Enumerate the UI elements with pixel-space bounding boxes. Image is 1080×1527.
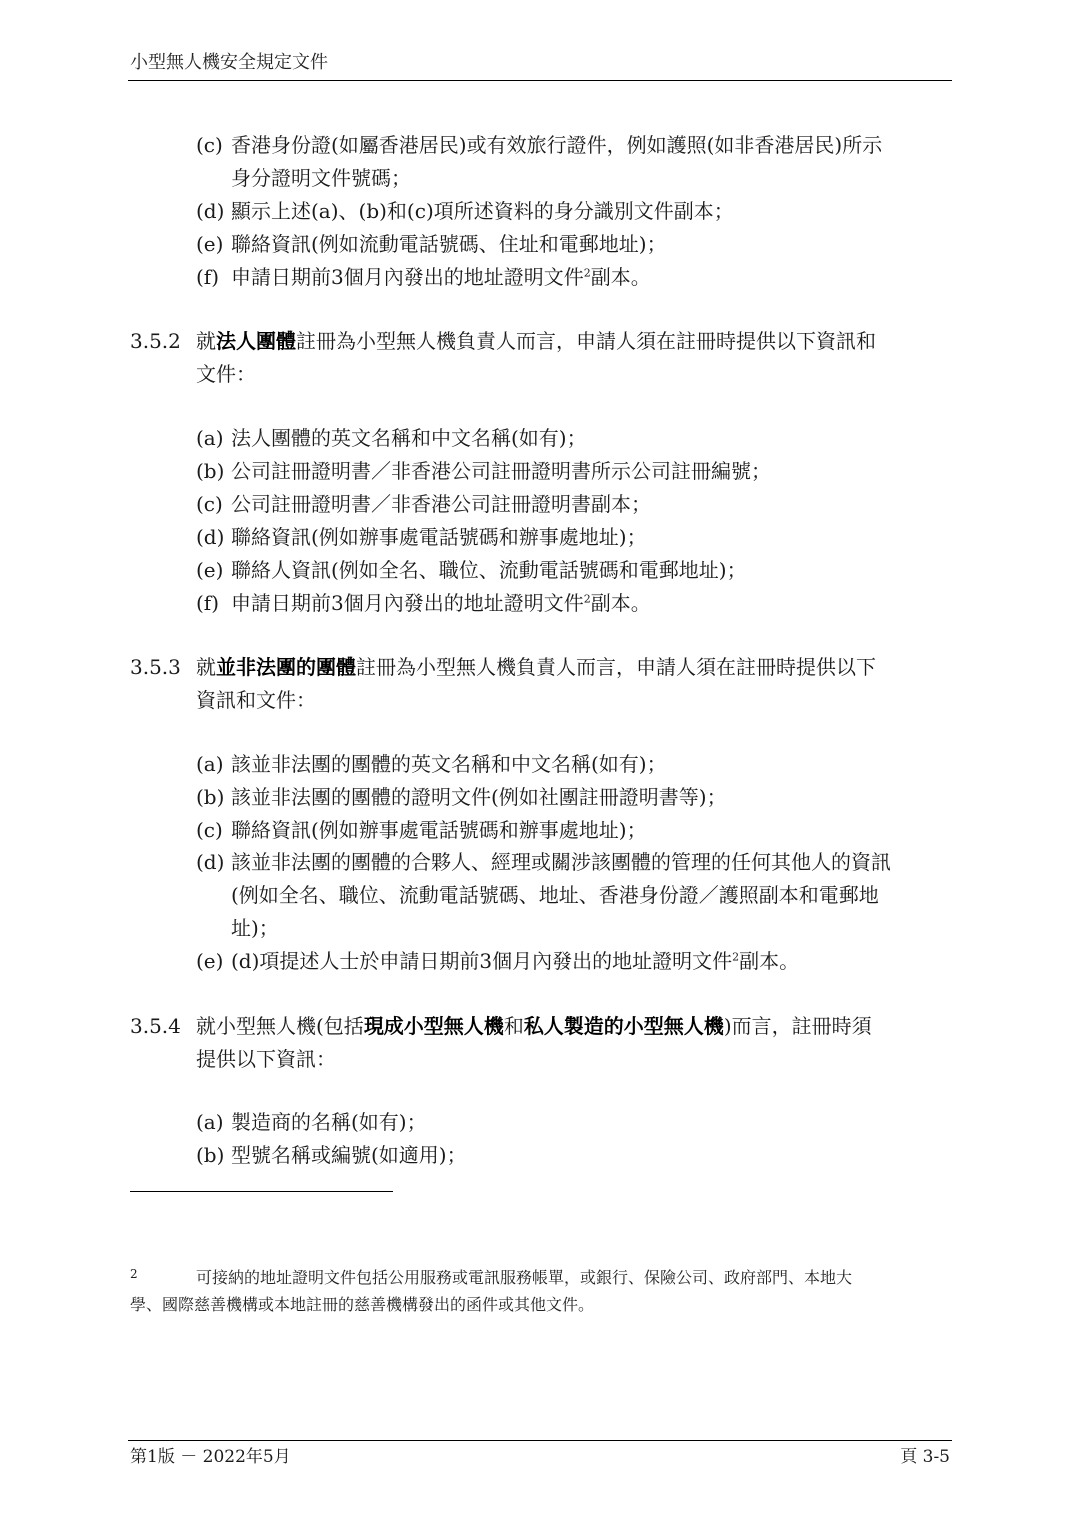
list-item-label: (b) xyxy=(196,785,225,809)
list-item-label: (c) xyxy=(196,818,223,842)
item-c-label: (c) xyxy=(196,133,223,157)
section-number-3-5-4: 3.5.4 xyxy=(130,1014,181,1038)
list-item-text: 申請日期前3個月內發出的地址證明文件$^2$副本。 xyxy=(231,591,651,615)
list-item-label: (d) xyxy=(196,850,225,874)
list-item-text: 該並非法團的團體的證明文件(例如社團註冊證明書等)； xyxy=(231,785,727,809)
section-3-5-2-intro-line2: 文件： xyxy=(196,362,256,386)
list-item-text: 型號名稱或編號(如適用)； xyxy=(231,1143,467,1167)
footnote-marker: 2 xyxy=(130,1267,138,1281)
section-number-3-5-2: 3.5.2 xyxy=(130,329,181,353)
list-item-text: 法人團體的英文名稱和中文名稱(如有)； xyxy=(231,426,587,450)
footer-rule xyxy=(128,1440,952,1441)
list-item-text: 聯絡資訊(例如辦事處電話號碼和辦事處地址)； xyxy=(231,818,647,842)
item-e-label: (e) xyxy=(196,232,224,256)
section-3-5-2-intro: 就法人團體註冊為小型無人機負責人而言，申請人須在註冊時提供以下資訊和 xyxy=(196,329,876,353)
list-item-label: (e) xyxy=(196,558,224,582)
list-item-label: (d) xyxy=(196,525,225,549)
document-header-title: 小型無人機安全規定文件 xyxy=(130,52,328,73)
section-number-3-5-3: 3.5.3 xyxy=(130,655,181,679)
list-item-label: (a) xyxy=(196,752,224,776)
list-item-text-line1: 該並非法團的團體的合夥人、經理或關涉該團體的管理的任何其他人的資訊 xyxy=(231,850,891,874)
list-item-text: 公司註冊證明書／非香港公司註冊證明書所示公司註冊編號； xyxy=(231,459,771,483)
list-item-text: 該並非法團的團體的英文名稱和中文名稱(如有)； xyxy=(231,752,667,776)
list-item-text-line3: 址)； xyxy=(231,916,279,940)
section-3-5-4-intro: 就小型無人機(包括現成小型無人機和私人製造的小型無人機)而言，註冊時須 xyxy=(196,1014,872,1038)
item-d-label: (d) xyxy=(196,199,225,223)
footnote-ref: 2 xyxy=(732,950,740,964)
list-item-text: (d)項提述人士於申請日期前3個月內發出的地址證明文件$^2$副本。 xyxy=(231,949,800,973)
footer-page-number: 頁 3-5 xyxy=(900,1447,950,1467)
section-3-5-3-intro: 就並非法團的團體註冊為小型無人機負責人而言，申請人須在註冊時提供以下 xyxy=(196,655,876,679)
section-3-5-3-intro-line2: 資訊和文件： xyxy=(196,688,316,712)
list-item-text: 聯絡人資訊(例如全名、職位、流動電話號碼和電郵地址)； xyxy=(231,558,747,582)
list-item-label: (b) xyxy=(196,1143,225,1167)
footnote-text-line1: 可接納的地址證明文件包括公用服務或電訊服務帳單，或銀行、保險公司、政府部門、本地大 xyxy=(196,1268,853,1287)
list-item-label: (a) xyxy=(196,426,224,450)
section-3-5-4-intro-line2: 提供以下資訊： xyxy=(196,1047,336,1071)
footnote-ref: 2 xyxy=(583,266,591,280)
list-item-text: 製造商的名稱(如有)； xyxy=(231,1110,427,1134)
item-c-text-line2: 身分證明文件號碼； xyxy=(231,166,411,190)
list-item-label: (a) xyxy=(196,1110,224,1134)
footnote-ref: 2 xyxy=(583,592,591,606)
list-item-text-line2: (例如全名、職位、流動電話號碼、地址、香港身份證／護照副本和電郵地 xyxy=(231,883,879,907)
item-f-text: 申請日期前3個月內發出的地址證明文件$^2$副本。 xyxy=(231,265,651,289)
list-item-label: (c) xyxy=(196,492,223,516)
footer-edition: 第1版 － 2022年5月 xyxy=(130,1447,291,1467)
item-d-text: 顯示上述(a)、(b)和(c)項所述資料的身分識別文件副本； xyxy=(231,199,734,223)
item-c-text-line1: 香港身份證(如屬香港居民)或有效旅行證件，例如護照(如非香港居民)所示 xyxy=(231,133,883,157)
list-item-label: (f) xyxy=(196,591,220,615)
header-rule xyxy=(128,80,952,81)
footnote-text-line2: 學、國際慈善機構或本地註冊的慈善機構發出的函件或其他文件。 xyxy=(130,1295,595,1314)
item-f-label: (f) xyxy=(196,265,220,289)
list-item-label: (e) xyxy=(196,949,224,973)
item-e-text: 聯絡資訊(例如流動電話號碼、住址和電郵地址)； xyxy=(231,232,667,256)
list-item-label: (b) xyxy=(196,459,225,483)
list-item-text: 公司註冊證明書／非香港公司註冊證明書副本； xyxy=(231,492,651,516)
list-item-text: 聯絡資訊(例如辦事處電話號碼和辦事處地址)； xyxy=(231,525,647,549)
footnote-rule xyxy=(130,1191,393,1192)
